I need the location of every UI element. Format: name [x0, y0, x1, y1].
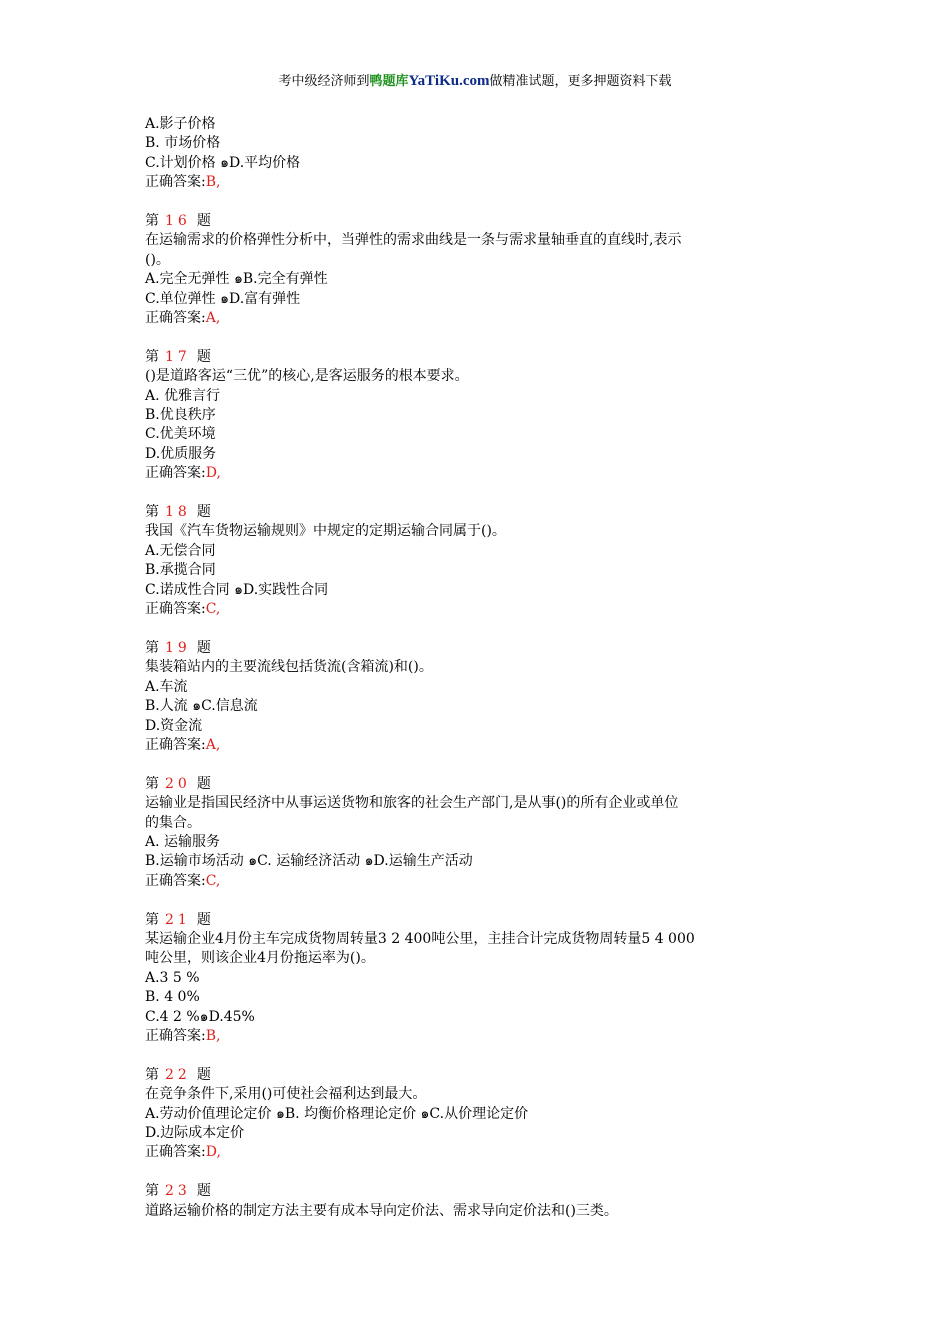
answer-value: D, — [205, 465, 221, 482]
option-line: A.车流 — [145, 678, 188, 695]
answer-line: 正确答案:C, — [145, 872, 221, 889]
brand-name-en[interactable]: YaTiKu.com — [408, 73, 490, 89]
question-stem: 在竞争条件下,采用()可使社会福利达到最大。 — [145, 1086, 427, 1103]
question-number: 第 19 题 — [145, 639, 211, 656]
header-prefix: 考中级经济师到 — [278, 74, 370, 89]
question-number: 第 17 题 — [145, 348, 211, 365]
option-line: D.资金流 — [145, 717, 203, 734]
question-stem: 集装箱站内的主要流线包括货流(含箱流)和()。 — [145, 659, 433, 676]
question-number: 第 23 题 — [145, 1183, 211, 1200]
header-suffix: 做精准试题，更多押题资料下载 — [489, 74, 672, 89]
answer-value: D, — [205, 1144, 221, 1161]
answer-line: 正确答案:A, — [145, 736, 221, 753]
question-number: 第 20 题 — [145, 775, 211, 792]
question-stem: 道路运输价格的制定方法主要有成本导向定价法、需求导向定价法和()三类。 — [145, 1202, 618, 1219]
answer-label: 正确答案: — [145, 174, 206, 191]
question-number: 第 21 题 — [145, 911, 211, 928]
option-line: B.人流 ๑C.信息流 — [145, 698, 258, 715]
option-line: B.运输市场活动 ๑C. 运输经济活动 ๑D.运输生产活动 — [145, 853, 473, 870]
question-stem: 的集合。 — [145, 814, 201, 831]
option-line: A. 运输服务 — [145, 833, 221, 850]
question-block-20 — [145, 775, 825, 891]
answer-value: B, — [205, 1028, 221, 1044]
option-line: D.优质服务 — [145, 445, 217, 462]
question-stem: 在运输需求的价格弹性分析中，当弹性的需求曲线是一条与需求量轴垂直的直线时,表示 — [145, 232, 682, 249]
option-line: C.诺成性合同 ๑D.实践性合同 — [145, 581, 329, 598]
question-number: 第 16 题 — [145, 213, 211, 230]
option-line: B.承揽合同 — [145, 562, 216, 579]
answer-value: C, — [205, 601, 221, 618]
page-header — [0, 72, 950, 91]
question-block-15 — [145, 115, 825, 193]
option-line: C.计划价格 ๑D.平均价格 — [145, 154, 301, 171]
option-line: A.劳动价值理论定价 ๑B. 均衡价格理论定价 ๑C.从价理论定价 — [145, 1105, 529, 1122]
question-block-19 — [145, 639, 825, 755]
brand-name-cn[interactable]: 鸭题库 — [369, 74, 409, 89]
answer-line: 正确答案:A, — [145, 310, 221, 327]
option-line: C.单位弹性 ๑D.富有弹性 — [145, 290, 301, 307]
option-line: C.优美环境 — [145, 426, 216, 443]
option-line: A. 优雅言行 — [145, 387, 221, 404]
question-block-17 — [145, 348, 825, 484]
answer-value: A, — [205, 310, 221, 327]
option-line: C.4 2 %๑D.45% — [145, 1008, 255, 1025]
question-stem: 某运输企业4月份主车完成货物周转量3 2 400吨公里，主挂合计完成货物周转量5 4 000 — [145, 930, 695, 947]
option-line: A.3 5 % — [145, 969, 200, 986]
question-stem: ()。 — [145, 251, 170, 268]
answer-line: 正确答案:C, — [145, 601, 221, 618]
question-block-23 — [145, 1182, 825, 1221]
option-line: B.优良秩序 — [145, 407, 216, 424]
question-block-18 — [145, 503, 825, 619]
answer-line: 正确答案:D, — [145, 1144, 221, 1161]
option-line: A.完全无弹性 ๑B.完全有弹性 — [145, 271, 328, 288]
option-line: D.边际成本定价 — [145, 1125, 245, 1142]
option-line: A.影子价格 — [145, 116, 216, 132]
question-stem: 我国《汽车货物运输规则》中规定的定期运输合同属于()。 — [145, 523, 506, 540]
option-line: A.无偿合同 — [145, 542, 216, 559]
question-block-21 — [145, 911, 825, 1047]
question-number: 第 22 题 — [145, 1066, 211, 1083]
question-block-16 — [145, 212, 825, 328]
answer-line: 正确答案:D, — [145, 465, 221, 482]
option-line: B. 市场价格 — [145, 135, 221, 152]
answer-value: C, — [205, 872, 221, 889]
question-stem: 吨公里，则该企业4月份拖运率为()。 — [145, 950, 375, 967]
question-number: 第 18 题 — [145, 504, 211, 521]
answer-value: A, — [205, 736, 221, 753]
answer-line — [145, 173, 825, 192]
question-document — [145, 115, 825, 1221]
answer-line: 正确答案:B, — [145, 1028, 221, 1044]
question-block-22 — [145, 1066, 825, 1163]
option-line: B. 4 0% — [145, 989, 200, 1006]
question-stem: ()是道路客运“三优”的核心,是客运服务的根本要求。 — [145, 368, 469, 385]
answer-value: B, — [205, 174, 221, 191]
question-stem: 运输业是指国民经济中从事运送货物和旅客的社会生产部门,是从事()的所有企业或单位 — [145, 795, 679, 812]
